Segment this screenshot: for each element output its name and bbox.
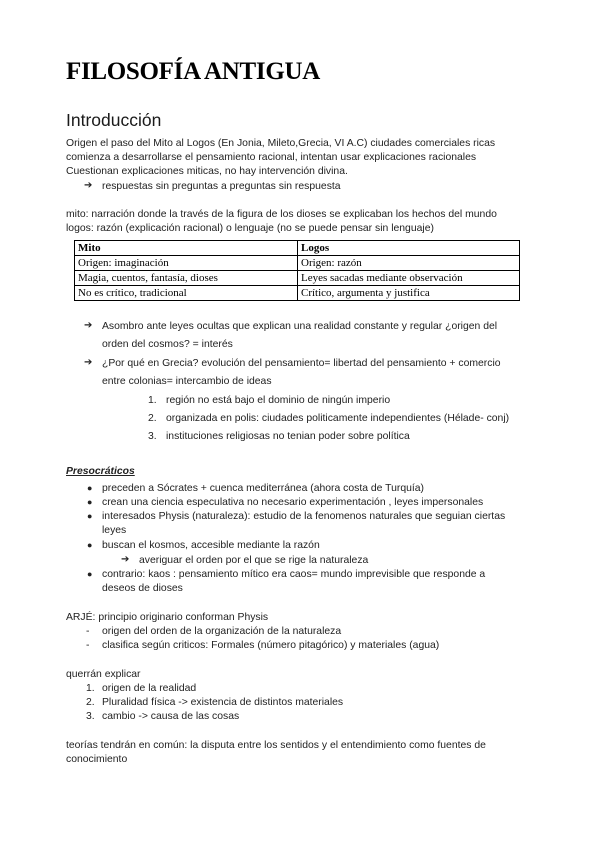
bullet-icon: ● <box>87 569 93 579</box>
intro-line-3: Cuestionan explicaciones miticas, no hay intervención divina. <box>66 166 348 177</box>
numbered-item: Pluralidad física -> existencia de distintos materiales <box>102 697 344 708</box>
dash-icon: - <box>86 626 90 637</box>
bullet-icon: ● <box>87 540 93 550</box>
teorias-line-1: teorías tendrán en común: la disputa entre los sentidos y el entendimiento como fuentes de <box>66 740 486 751</box>
sub-list-item: averiguar el orden por el que se rige la naturaleza <box>139 555 369 566</box>
teorias-line-2: conocimiento <box>66 754 128 765</box>
table-cell: No es crítico, tradicional <box>75 286 298 301</box>
arrow-item-grecia-2: entre colonias= intercambio de ideas <box>102 376 272 387</box>
table-header-row <box>75 241 520 256</box>
explicar-heading: querrán explicar <box>66 669 141 680</box>
table-cell: Origen: imaginación <box>75 256 298 271</box>
arje-heading: ARJÉ: principio originario conforman Physis <box>66 612 269 623</box>
intro-line-2: comienza a desarrollarse el pensamiento racional, intentan usar explicaciones racionales <box>66 152 477 163</box>
table-header-mito: Mito <box>75 241 298 256</box>
table-cell: Origen: razón <box>298 256 520 271</box>
arrow-icon: ➔ <box>84 320 93 331</box>
definition-logos: logos: razón (explicación racional) o lenguaje (no se puede pensar sin lenguaje) <box>66 223 434 234</box>
numbered-item: origen de la realidad <box>102 683 197 694</box>
numbered-marker: 1. <box>148 395 157 406</box>
table-row <box>75 256 520 271</box>
list-item: contrario: kaos : pensamiento mítico era caos= mundo imprevisible que responde a <box>102 569 486 580</box>
numbered-item: instituciones religiosas no tenian poder sobre política <box>166 431 410 442</box>
list-item-continued: leyes <box>102 525 127 536</box>
list-item-continued: deseos de dioses <box>102 583 183 594</box>
list-item: origen del orden de la organización de la naturaleza <box>102 626 342 637</box>
arrow-icon: ➔ <box>84 357 93 368</box>
bullet-icon: ● <box>87 497 93 507</box>
list-item: interesados Physis (naturaleza): estudio de la fenomenos naturales que seguian ciertas <box>102 511 506 522</box>
definition-mito: mito: narración donde la través de la figura de los dioses se explicaban los hechos del mundo <box>66 209 497 220</box>
presocraticos-heading: Presocráticos <box>66 466 135 477</box>
numbered-item: región no está bajo el dominio de ningún imperio <box>166 395 391 406</box>
list-item: clasifica según criticos: Formales (número pitagórico) y materiales (agua) <box>102 640 440 651</box>
page-title: FILOSOFÍA ANTIGUA <box>66 58 320 85</box>
list-item: preceden a Sócrates + cuenca mediterránea (ahora costa de Turquía) <box>102 483 425 494</box>
table-cell: Magia, cuentos, fantasía, dioses <box>75 271 298 286</box>
list-item: buscan el kosmos, accesible mediante la razón <box>102 540 320 551</box>
arrow-item-respuestas: respuestas sin preguntas a preguntas sin respuesta <box>102 181 341 192</box>
numbered-marker: 3. <box>148 431 157 442</box>
list-item: crean una ciencia especulativa no necesario experimentación , leyes impersonales <box>102 497 484 508</box>
bullet-icon: ● <box>87 483 93 493</box>
mito-logos-table <box>74 240 520 301</box>
numbered-marker: 2. <box>86 697 95 708</box>
arrow-item-grecia-1: ¿Por qué en Grecia? evolución del pensamiento= libertad del pensamiento + comercio <box>102 358 501 369</box>
bullet-icon: ● <box>87 511 93 521</box>
arrow-item-asombro-1: Asombro ante leyes ocultas que explican una realidad constante y regular ¿origen del <box>102 321 498 332</box>
numbered-item: organizada en polis: ciudades politicamente independientes (Hélade- conj) <box>166 413 510 424</box>
arrow-item-asombro-2: orden del cosmos? = interés <box>102 339 233 350</box>
numbered-marker: 3. <box>86 711 95 722</box>
table-row <box>75 286 520 301</box>
dash-icon: - <box>86 640 90 651</box>
intro-line-1: Origen el paso del Mito al Logos (En Jonia, Mileto,Grecia, VI A.C) ciudades comerciales ricas <box>66 138 496 149</box>
table-header-logos: Logos <box>298 241 520 256</box>
numbered-marker: 1. <box>86 683 95 694</box>
table-row <box>75 271 520 286</box>
intro-heading: Introducción <box>66 110 162 130</box>
table-cell: Leyes sacadas mediante observación <box>298 271 520 286</box>
table-cell: Crítico, argumenta y justifica <box>298 286 520 301</box>
arrow-icon: ➔ <box>84 180 93 191</box>
sub-arrow-icon: ➔ <box>121 554 130 565</box>
numbered-item: cambio -> causa de las cosas <box>102 711 240 722</box>
numbered-marker: 2. <box>148 413 157 424</box>
